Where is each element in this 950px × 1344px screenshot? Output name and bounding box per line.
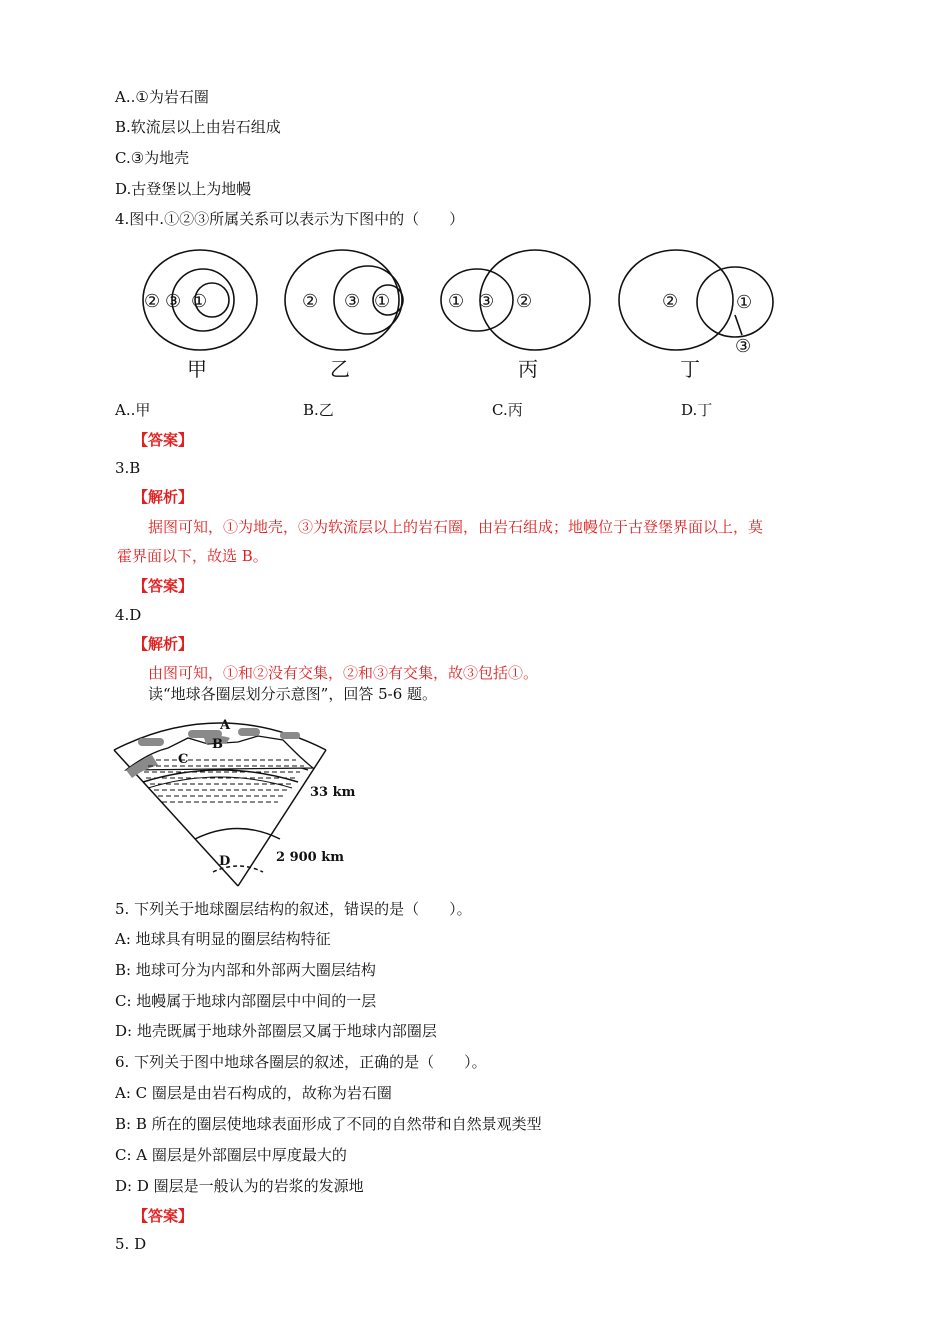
q6-option-d: D: D 圈层是一般认为的岩浆的发源地 <box>115 1177 364 1195</box>
diagram-yi-label-1: ② <box>302 291 319 312</box>
diagram-name-bing: 丙 <box>518 357 538 381</box>
q6-option-b: B: B 所在的圈层使地球表面形成了不同的自然带和自然景观类型 <box>115 1115 542 1133</box>
answer-3: 3.B <box>115 459 141 477</box>
diagram-ding-label-3: ③ <box>735 336 752 357</box>
answer-tag-3: 【答案】 <box>133 1207 194 1225</box>
q6-stem: 6. 下列关于图中地球各圈层的叙述，正确的是（ ）。 <box>115 1053 487 1071</box>
q3-option-a: A..①为岩石圈 <box>115 88 209 106</box>
diagram-name-jia: 甲 <box>187 357 207 381</box>
analysis-tag-2: 【解析】 <box>133 635 194 653</box>
diagram-bing-label-2: ③ <box>478 291 495 312</box>
diagram-jia-label-2: ③ <box>165 291 182 312</box>
analysis-tag-1: 【解析】 <box>133 488 194 506</box>
q4-option-c: C.丙 <box>492 401 523 419</box>
q4-option-a: A..甲 <box>115 401 151 419</box>
q3-option-b: B.软流层以上由岩石组成 <box>115 118 281 136</box>
q5-option-c: C: 地幔属于地球内部圈层中中间的一层 <box>115 992 377 1010</box>
depth-2900km: 2 900 km <box>276 850 344 865</box>
q4-option-b: B.乙 <box>303 401 334 419</box>
intro-5-6: 读“地球各圈层划分示意图”，回答 5-6 题。 <box>148 685 438 703</box>
q6-option-c: C: A 圈层是外部圈层中厚度最大的 <box>115 1146 347 1164</box>
q6-option-a: A: C 圈层是由岩石构成的，故称为岩石圈 <box>115 1084 392 1102</box>
analysis-3-line-2: 霍界面以下，故选 B。 <box>117 547 268 565</box>
diagram-yi-label-2: ③ <box>344 291 361 312</box>
answer-4: 4.D <box>115 606 142 624</box>
diagram-bing-label-1: ① <box>448 291 465 312</box>
diagram-bing-label-3: ② <box>516 291 533 312</box>
layer-label-c: C <box>178 752 189 767</box>
earth-layers-figure <box>108 708 368 893</box>
diagram-name-ding: 丁 <box>680 357 700 381</box>
answer-tag-1: 【答案】 <box>133 431 194 449</box>
depth-33km: 33 km <box>310 785 356 800</box>
diagram-ding-label-2: ① <box>736 292 753 313</box>
q4-option-d: D.丁 <box>681 401 713 419</box>
q4-stem: 4.图中.①②③所属关系可以表示为下图中的（ ） <box>115 210 465 228</box>
q5-option-d: D: 地壳既属于地球外部圈层又属于地球内部圈层 <box>115 1022 437 1040</box>
q5-option-b: B: 地球可分为内部和外部两大圈层结构 <box>115 961 376 979</box>
q5-option-a: A: 地球具有明显的圈层结构特征 <box>115 930 331 948</box>
q3-option-c: C.③为地壳 <box>115 149 190 167</box>
diagram-jia-label-3: ① <box>191 291 208 312</box>
layer-label-b: B <box>212 737 223 752</box>
layer-label-d: D <box>219 854 231 869</box>
layer-label-a: A <box>220 718 231 733</box>
diagram-yi-label-3: ① <box>374 291 391 312</box>
answer-5: 5. D <box>115 1235 147 1253</box>
diagram-name-yi: 乙 <box>330 357 350 381</box>
analysis-3-line-1: 据图可知，①为地壳，③为软流层以上的岩石圈，由岩石组成；地幔位于古登堡界面以上，莫 <box>148 518 764 536</box>
analysis-4: 由图可知，①和②没有交集，②和③有交集，故③包括①。 <box>148 664 539 682</box>
q4-diagrams <box>130 245 790 385</box>
answer-tag-2: 【答案】 <box>133 577 194 595</box>
q3-option-d: D.古登堡以上为地幔 <box>115 180 252 198</box>
diagram-jia-label-1: ② <box>144 291 161 312</box>
q5-stem: 5. 下列关于地球圈层结构的叙述，错误的是（ ）。 <box>115 900 472 918</box>
diagram-ding-label-1: ② <box>662 291 679 312</box>
